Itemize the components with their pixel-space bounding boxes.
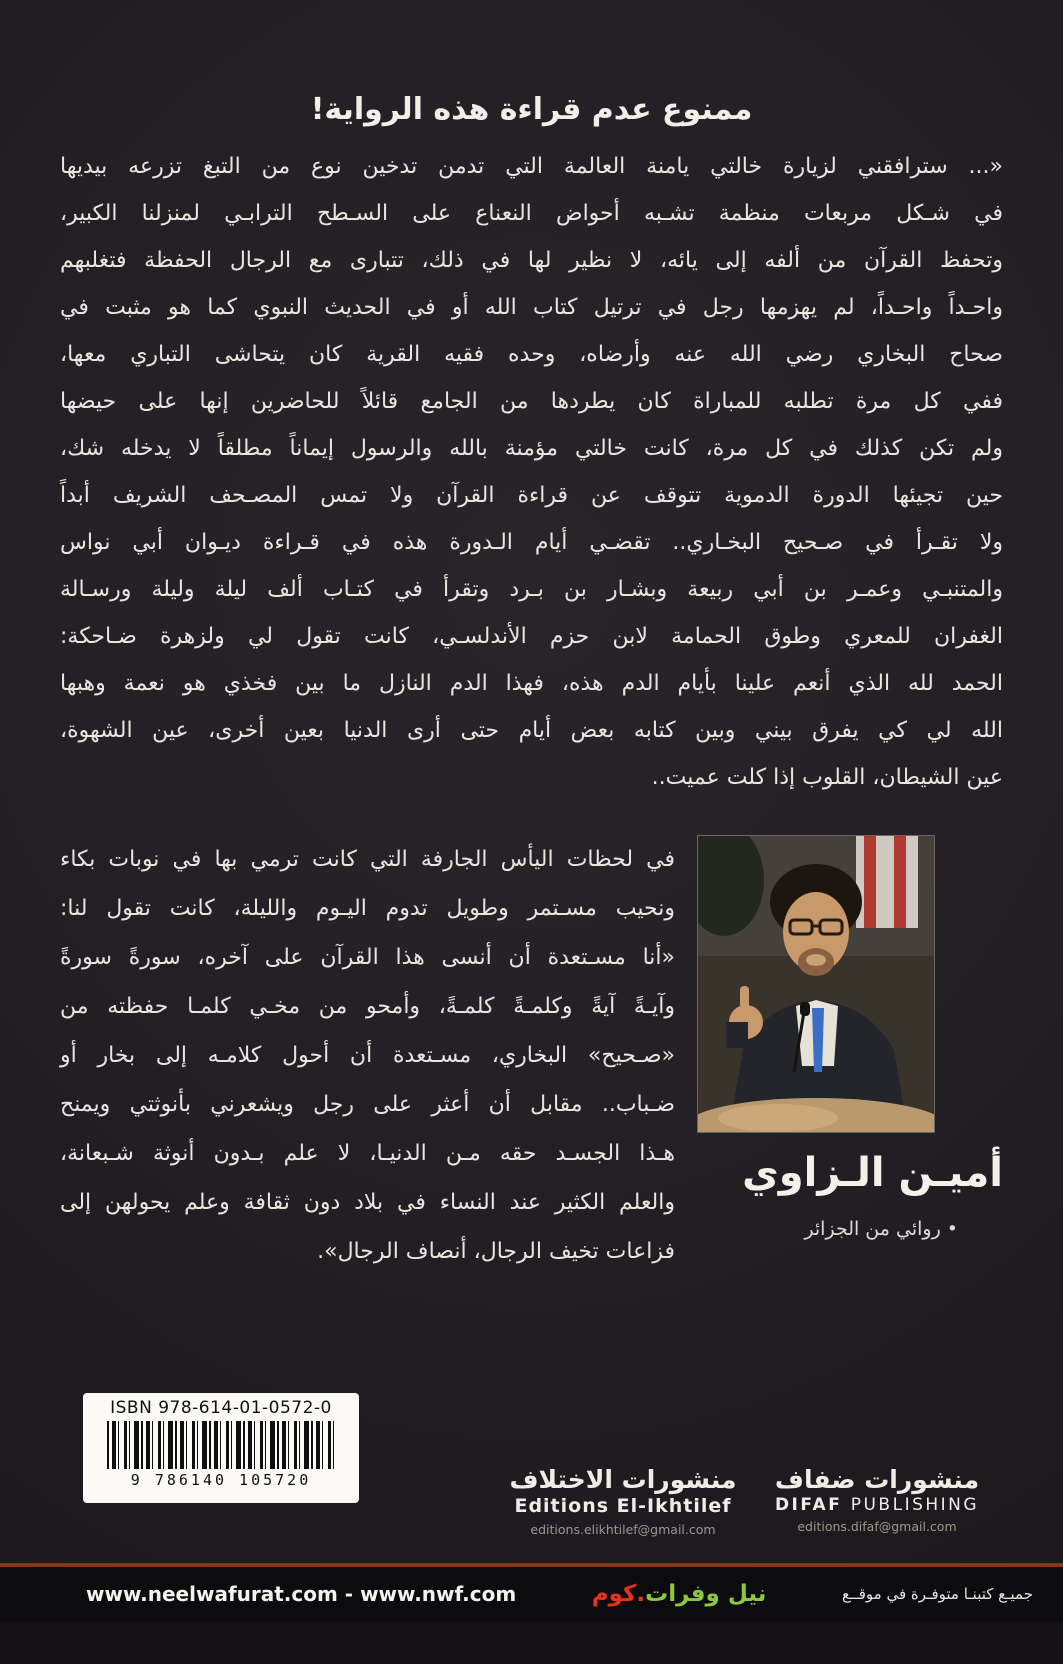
author-role: • روائي من الجزائر xyxy=(804,1218,958,1240)
publisher-difaf-latin-bold: DIFAF xyxy=(774,1494,843,1515)
text-line: ضـباب.. مقابل أن أعثر على رجل ويشعرني بأنوثتي ويمنح xyxy=(60,1092,675,1117)
flag-backdrop xyxy=(856,836,918,928)
text-line: والمتنبـي وعمـر بن أبي ربيعة وبشـار بن بـرد وتقرأ في كتـاب ألف ليلة وليلة ورسـالة xyxy=(60,577,1003,602)
text-line: هـذا الجسـد حقه مـن الدنيـا، لا علم بـدون أنوثة شـبعانة، xyxy=(60,1141,675,1166)
text-line: «أنا مسـتعدة أن أنسى هذا القرآن على آخره، سورةً سورةً xyxy=(60,945,675,970)
text-line: «... سترافقني لزيارة خالتي يامنة العالمة التي تدمن تدخين نوع من التبغ تزرعه بيديها xyxy=(60,154,1003,179)
text-line: ونحيب مسـتمر وطويل تدوم اليـوم والليلة، كانت تقول لنا: xyxy=(60,896,675,921)
text-line: ولم تكن كذلك في كل مرة، كانت خالتي مؤمنة بالله والرسول إيماناً مطلقاً لا يدخله شك، xyxy=(60,436,1003,461)
neelwafurat-logo xyxy=(592,1581,767,1607)
page-title: ممنوع عدم قراءة هذه الرواية! xyxy=(310,92,753,127)
publisher-difaf-arabic: منشورات ضفاف xyxy=(774,1465,980,1494)
publisher-difaf-latin xyxy=(758,1495,996,1516)
publisher-difaf-email: editions.difaf@gmail.com xyxy=(797,1519,957,1534)
author-block xyxy=(695,835,1003,1254)
text-line: ففي كل مرة تطلبه للمباراة كان يطردها من الجامع قائلاً للحاضرين إنها على حيضها xyxy=(60,389,1003,414)
publisher-el-ikhtilef-arabic: منشورات الاختلاف xyxy=(509,1465,737,1494)
text-line: الله لي كي يفرق بيني وبين كتابه بعض أيام حتى أرى الدنيا بعين أخرى، عين الشهوة، xyxy=(60,718,1003,743)
publisher-el-ikhtilef-latin: Editions El-Ikhtilef xyxy=(514,1494,732,1517)
text-line: ولا تقـرأ في صـحيح البخـاري.. تقضـي أيام الـدورة هذه في قـراءة ديـوان أبي نواس xyxy=(60,530,1003,555)
isbn-block xyxy=(83,1393,359,1503)
publisher-difaf xyxy=(758,1466,996,1534)
text-line: وآيـةً آيةً وكلمـةً كلمـةً، وأمحو من مخـي كلمـا حفظته من xyxy=(60,994,675,1019)
text-line: الغفران للمعري وطوق الحمامة لابن حزم الأندلسـي، كانت تقول لي ولزهرة ضـاحكة: xyxy=(60,624,1003,649)
barcode xyxy=(107,1421,335,1469)
text-line: في لحظات اليأس الجارفة التي كانت ترمي بها في نوبات بكاء xyxy=(60,847,675,872)
bottom-margin xyxy=(0,1621,1063,1664)
footer-note: جميـع كتبنـا متوفـرة في موقــع xyxy=(841,1585,1033,1603)
publisher-el-ikhtilef xyxy=(498,1466,748,1537)
footer-bar xyxy=(0,1563,1063,1621)
neelwafurat-logo-red: .كوم xyxy=(591,1581,646,1607)
neelwafurat-logo-green: نيل وفرات xyxy=(645,1581,767,1607)
synopsis-paragraph-1 xyxy=(60,143,1003,801)
text-line: والعلم الكثير عند النساء في بلاد دون ثقافة وعلم يحولهن إلى xyxy=(60,1190,675,1215)
text-line: عين الشيطان، القلوب إذا كلت عميت.. xyxy=(651,765,1003,790)
publisher-el-ikhtilef-email: editions.elikhtilef@gmail.com xyxy=(530,1521,716,1537)
text-line: في شـكل مربعات منظمة تشـبه أحواض النعناع على السـطح الترابـي لمنزلنا الكبير، xyxy=(60,201,1003,226)
text-line: صحاح البخاري رضي الله عنه وأرضاه، وحده فقيه القرية كان يتحاشى التباري معها، xyxy=(60,342,1003,367)
publisher-difaf-latin-rest: PUBLISHING xyxy=(850,1494,980,1515)
text-line: فزاعات تخيف الرجال، أنصاف الرجال». xyxy=(317,1239,675,1264)
text-line: «صـحيح» البخاري، مسـتعدة أن أحول كلامـه إلى بخار أو xyxy=(60,1043,675,1068)
text-line: حين تجيئها الدورة الدموية تتوقف عن قراءة القرآن ولا تمس المصـحف الشريف أبداً xyxy=(60,483,1003,508)
author-name: أميـن الـزاوي xyxy=(742,1150,1003,1196)
barcode-digits: 9 786140 105720 xyxy=(130,1471,312,1489)
text-line: الحمد لله الذي أنعم علينا بأيام الدم هذه، فهذا الدم النازل ما بين فخذي هو نعمة وهبها xyxy=(60,671,1003,696)
text-line: وتحفظ القرآن من ألفه إلى يائه، لا نظير لها في ذلك، تتبارى مع الرجال الحفظة فتغلبهم xyxy=(60,248,1003,273)
synopsis-paragraph-2-wrap xyxy=(60,835,1003,1300)
footer-urls: www.neelwafurat.com - www.nwf.com xyxy=(86,1582,517,1606)
text-line: واحـداً واحـداً، لم يهزمها رجل في ترتيل كتاب الله أو في الحديث النبوي كما هو مثبت في xyxy=(60,295,1003,320)
author-photo xyxy=(697,835,935,1133)
isbn-number: ISBN 978-614-01-0572-0 xyxy=(110,1398,332,1418)
